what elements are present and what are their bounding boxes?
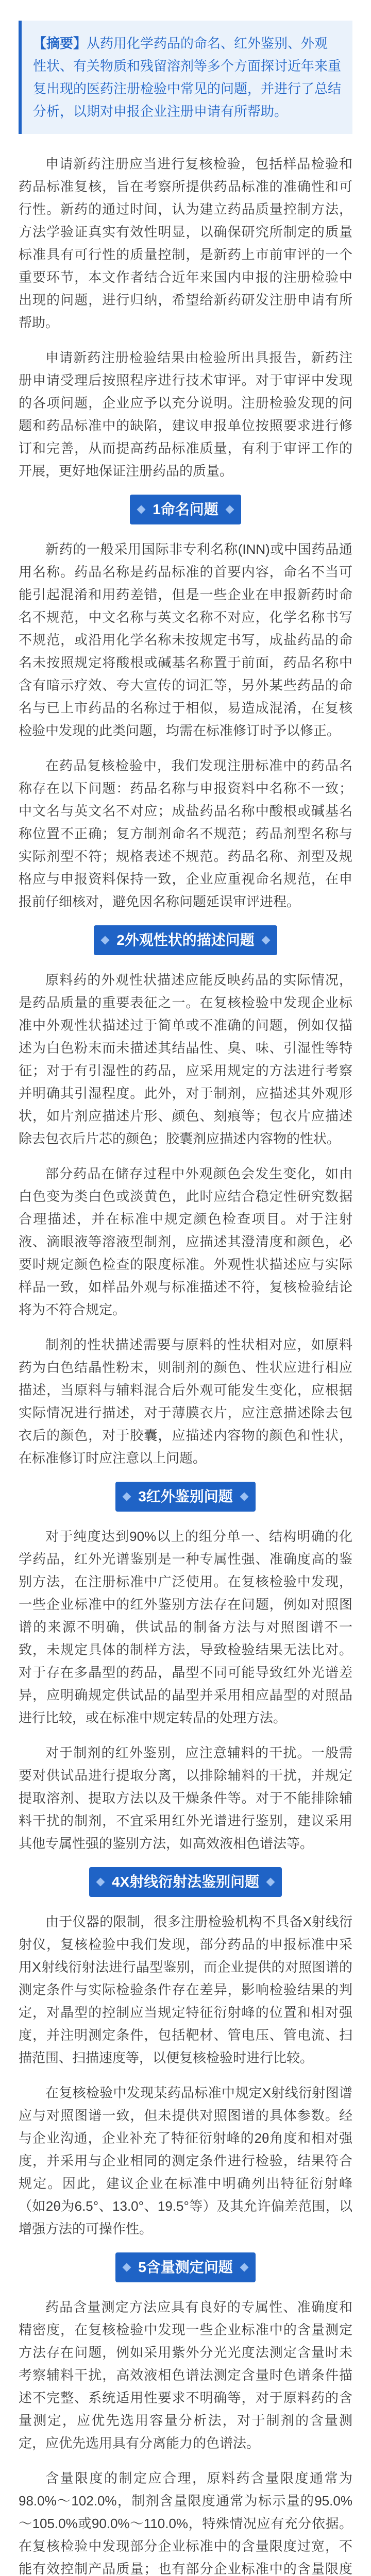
section-heading: 2外观性状的描述问题	[94, 925, 277, 955]
section-heading: 4X射线衍射法鉴别问题	[89, 1867, 282, 1897]
section-paragraph: 新药的一般采用国际非专利名称(INN)或中国药品通用名称。药品名称是药品标准的首要内容，命名不当可能引起混淆和用药差错，但是一些企业在申报新药时命名不规范，中文名称与英文名称不对应，化学名称书写不规范，或沿用化学名称未按规定书写，成盐药品的命名未按照规定将酸根或碱基名称置于前面，药品名称中含有暗示疗效、夸大宣传的词汇等，另外某些药品的命名与已上市药品的名称过于相似，易造成混淆，在复核检验中发现的此类问题，均需在标准修订时予以修正。	[19, 541, 352, 738]
intro-section	[19, 152, 352, 482]
section-paragraph: 含量限度的制定应合理，原料药含量限度通常为98.0%～102.0%，制剂含量限度通常为标示量的95.0%～105.0%或90.0%～110.0%，特殊情况应有充分依据。在复核检验中发现部分企业标准中的含量限度过宽，不能有效控制产品质量；也有部分企业标准中的含量限度	[19, 2470, 352, 2576]
abstract-text: 从药用化学药品的命名、红外鉴别、外观性状、有关物质和残留溶剂等多个方面探讨近年来重复出现的医药注册检验中常见的问题，并进行了总结分析，以期对申报企业注册申请有所帮助。	[33, 36, 342, 119]
section-5	[19, 2252, 352, 2576]
section-paragraph: 药品含量测定方法应具有良好的专属性、准确度和精密度，在复核检验中发现一些企业标准中的含量测定方法存在问题，例如采用紫外分光光度法测定含量时未考察辅料干扰，高效液相色谱法测定含量时色谱条件描述不完整、系统适用性要求不明确等，对于原料药的含量测定，应优先选用容量分析法，对于制剂的含量测定，应优先选用具有分离能力的色谱法。	[19, 2299, 352, 2451]
abstract-box	[19, 21, 352, 134]
section-3	[19, 1482, 352, 1855]
section-paragraph: 在药品复核检验中，我们发现注册标准中的药品名称存在以下问题：药品名称与申报资料中名称不一致；中文名与英文名不对应；成盐药品名称中酸根或碱基名称位置不正确；复方制剂命名不规范；药品剂型名称与实际剂型不符；规格表述不规范。药品名称、剂型及规格应与申报资料保持一致，企业应重视命名规范，在申报前仔细核对，避免因名称问题延误审评进程。	[19, 758, 352, 909]
section-1	[19, 495, 352, 913]
section-heading: 1命名问题	[130, 495, 241, 524]
section-heading: 5含量测定问题	[115, 2252, 256, 2282]
section-paragraph: 部分药品在储存过程中外观颜色会发生变化，如由白色变为类白色或淡黄色，此时应结合稳定性研究数据合理描述，并在标准中规定颜色检查项目。对于注射液、滴眼液等溶液型制剂，应描述其澄清度和颜色，必要时规定颜色检查的限度标准。外观性状描述应与实际样品一致，如样品外观与标准描述不符，复核检验结论将为不符合规定。	[19, 1166, 352, 1317]
intro-paragraph: 申请新药注册检验结果由检验所出具报告，新药注册申请受理后按照程序进行技术审评。对于审评中发现的各项问题，企业应予以充分说明。注册检验发现的问题和药品标准中的缺陷，建议申报单位按照要求进行修订和完善，从而提高药品标准质量，有利于审评工作的开展，更好地保证注册药品的质量。	[19, 350, 352, 479]
intro-paragraph: 申请新药注册应当进行复核检验，包括样品检验和药品标准复核，旨在考察所提供药品标准的准确性和可行性。新药的通过时间，认为建立药品质量控制方法，方法学验证真实有效性明显，以确保研究所制定的质量标准具有可行性的质量控制，是新药上市前审评的一个重要环节，本文作者结合近年来国内申报的注册检验中出现的问题，进行归纳，希望给新药研发注册申请有所帮助。	[19, 156, 352, 330]
abstract-label: 【摘要】	[33, 36, 87, 51]
section-2	[19, 925, 352, 1469]
section-paragraph: 对于制剂的红外鉴别，应注意辅料的干扰。一般需要对供试品进行提取分离，以排除辅料的干扰，并规定提取溶剂、提取方法以及干燥条件等。对于不能排除辅料干扰的制剂，不宜采用红外光谱进行鉴别，建议采用其他专属性强的鉴别方法，如高效液相色谱法等。	[19, 1745, 352, 1851]
section-paragraph: 原料药的外观性状描述应能反映药品的实际情况，是药品质量的重要表征之一。在复核检验中发现企业标准中外观性状描述过于简单或不准确的问题，例如仅描述为白色粉末而未描述其结晶性、臭、味、引湿性等特征；对于有引湿性的药品，应采用规定的方法进行考察并明确其引湿程度。此外，对于制剂，应描述其外观形状，如片剂应描述片形、颜色、刻痕等；包衣片应描述除去包衣后片芯的颜色；胶囊剂应描述内容物的性状。	[19, 972, 352, 1146]
section-paragraph: 在复核检验中发现某药品标准中规定X射线衍射图谱应与对照图谱一致，但未提供对照图谱的具体参数。经与企业沟通，企业补充了特征衍射峰的2θ角度和相对强度，并采用与企业相同的测定条件进行检验，结果符合规定。因此，建议企业在标准中明确列出特征衍射峰（如2θ为6.5°、13.0°、19.5°等）及其允许偏差范围，以增强方法的可操作性。	[19, 2085, 352, 2236]
article-page	[0, 21, 371, 2576]
section-paragraph: 对于纯度达到90%以上的组分单一、结构明确的化学药品，红外光谱鉴别是一种专属性强、准确度高的鉴别方法，在注册标准中广泛使用。在复核检验中发现，一些企业标准中的红外鉴别方法存在问题，例如对照图谱的来源不明确，供试品的制备方法与对照图谱不一致，未规定具体的制样方法，导致检验结果无法比对。对于存在多晶型的药品，晶型不同可能导致红外光谱差异，应明确规定供试品的晶型并采用相应晶型的对照品进行比较，或在标准中规定转晶的处理方法。	[19, 1529, 352, 1725]
section-heading: 3红外鉴别问题	[115, 1482, 256, 1512]
section-4	[19, 1867, 352, 2240]
section-paragraph: 制剂的性状描述需要与原料的性状相对应，如原料药为白色结晶性粉末，则制剂的颜色、性状应进行相应描述，当原料与辅料混合后外观可能发生变化，应根据实际情况进行描述，对于薄膜衣片，应注意描述除去包衣后的颜色，对于胶囊，应描述内容物的颜色和性状，在标准修订时应注意以上问题。	[19, 1337, 352, 1466]
section-paragraph: 由于仪器的限制，很多注册检验机构不具备X射线衍射仪，复核检验中我们发现，部分药品的申报标准中采用X射线衍射法进行晶型鉴别，而企业提供的对照图谱的测定条件与实际检验条件存在差异，影响检验结果的判定，对晶型的控制应当规定特征衍射峰的位置和相对强度，并注明测定条件，包括靶材、管电压、管电流、扫描范围、扫描速度等，以便复核检验时进行比较。	[19, 1914, 352, 2065]
